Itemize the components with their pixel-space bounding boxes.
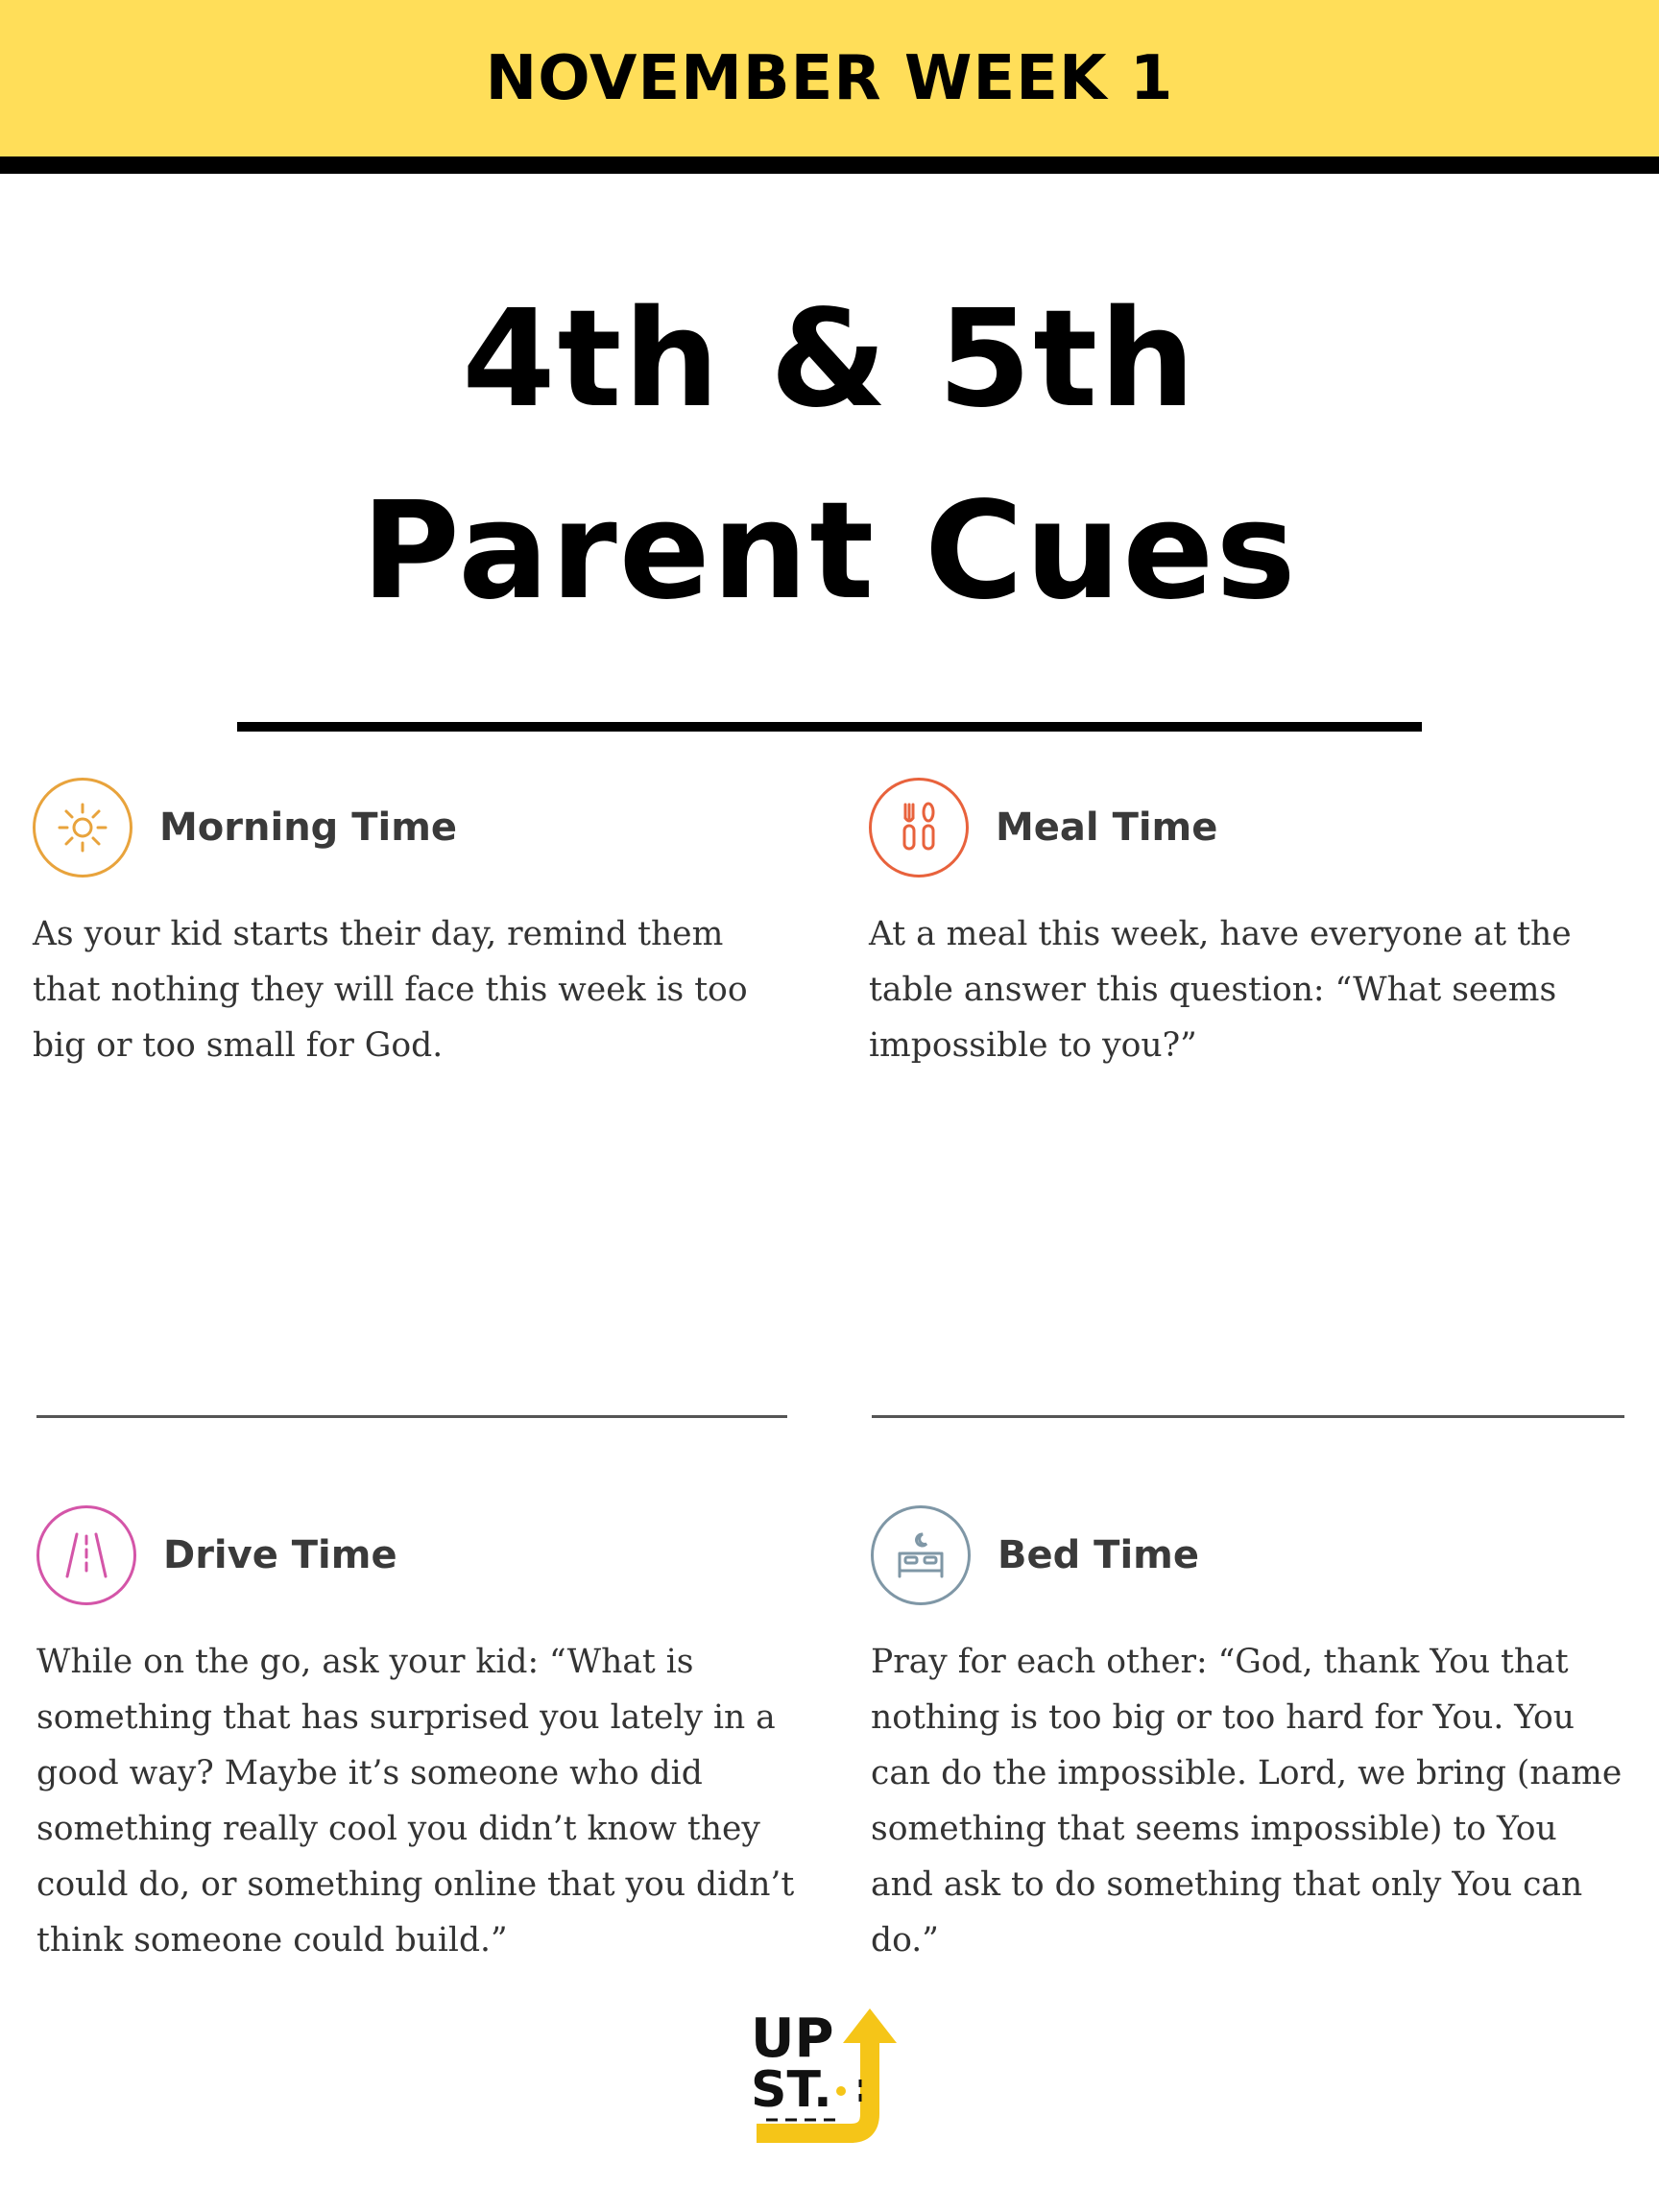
sun-icon: [33, 778, 132, 878]
upstreet-logo: [747, 2007, 910, 2160]
logo-text-up: UP: [751, 2008, 834, 2070]
cue-drive-time: [36, 1502, 795, 1968]
bed-moon-icon: [871, 1505, 971, 1605]
cue-header: [871, 1502, 1629, 1609]
header-banner: [0, 0, 1659, 156]
cue-text: Pray for each other: “God, thank You that nothing is too big or too hard for You. You can do the impossible. Lord, we bring (name something that seems impossible) to You and ask to do something that only You can do.”: [871, 1643, 1623, 1960]
cue-text: While on the go, ask your kid: “What is something that has surprised you lately in a good way? Maybe it’s someone who did something really cool you didn’t know they could do, or something online that you didn’t think someone could build.”: [36, 1643, 795, 1960]
page-title-line-1: 4th & 5th: [462, 281, 1197, 438]
road-icon: [36, 1505, 136, 1605]
logo-text-st: ST.: [751, 2061, 832, 2119]
cue-morning-time: [33, 774, 791, 1073]
cue-title: Drive Time: [163, 1533, 397, 1577]
page-title-line-2: Parent Cues: [361, 473, 1298, 630]
cue-title: Meal Time: [996, 805, 1218, 850]
banner-title: NOVEMBER WEEK 1: [485, 42, 1174, 114]
cue-text: At a meal this week, have everyone at the table answer this question: “What seems impossible to you?”: [869, 915, 1572, 1065]
cue-header: [33, 774, 791, 881]
cue-header: [36, 1502, 795, 1609]
title-divider: [237, 722, 1422, 732]
cue-header: [869, 774, 1627, 881]
cue-meal-time: [869, 774, 1627, 1073]
section-divider-left: [36, 1415, 787, 1418]
utensils-icon: [869, 778, 969, 878]
cue-title: Bed Time: [998, 1533, 1199, 1577]
cue-bed-time: [871, 1502, 1629, 1968]
banner-rule: [0, 156, 1659, 174]
cue-title: Morning Time: [159, 805, 458, 850]
section-divider-right: [872, 1415, 1624, 1418]
cue-text: As your kid starts their day, remind them that nothing they will face this week is too big or too small for God.: [33, 915, 748, 1065]
